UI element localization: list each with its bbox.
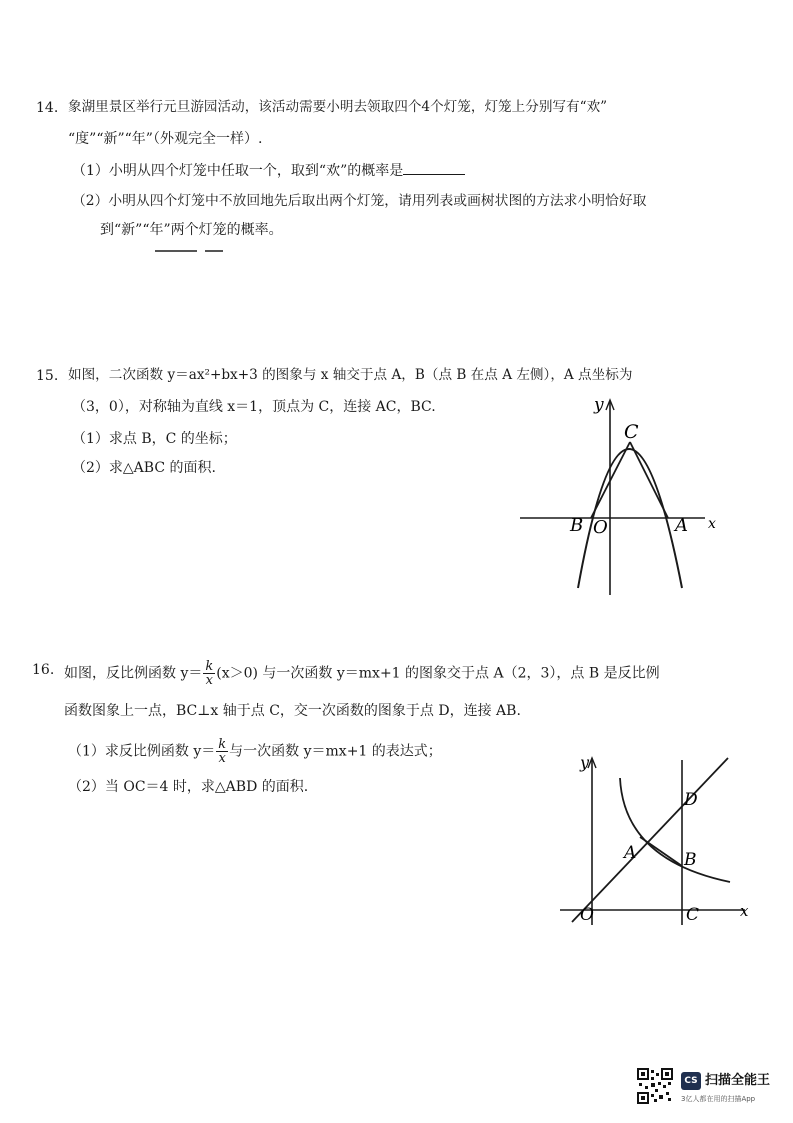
- scan-smudge: [155, 250, 197, 252]
- q16-frac-den: x: [205, 673, 213, 688]
- q16-stem-line1: [64, 660, 660, 687]
- q16-label-d: D: [684, 790, 698, 810]
- q16-part1-fraction: [216, 738, 228, 765]
- q14-part1-text: （1）小明从四个灯笼中任取一个，取到“欢”的概率是: [72, 163, 404, 179]
- q16-linear-function: [572, 758, 728, 922]
- q16-fraction: [203, 660, 215, 687]
- q16-part1-frac-den: x: [218, 751, 226, 766]
- q16-inverse-function: [620, 778, 730, 882]
- q16-stem-line2: 函数图象上一点，BC⊥x 轴于点 C，交一次函数的图象于点 D，连接 AB.: [64, 703, 521, 719]
- q16-part1-b: 与一次函数 y＝mx+1 的表达式；: [229, 743, 442, 760]
- q14-answer-blank: [403, 162, 465, 175]
- q16-part1-a: （1）求反比例函数 y＝: [68, 743, 216, 760]
- q16-frac-num: k: [205, 659, 214, 674]
- q14-stem-line1: 象湖里景区举行元旦游园活动，该活动需要小明去领取四个4个灯笼，灯笼上分别写有“欢”: [68, 99, 608, 115]
- q16-segment-ab: [640, 837, 682, 866]
- scanner-slogan: 3亿人都在用的扫描App: [681, 1095, 756, 1103]
- q16-stem-a: 如图，反比例函数 y＝: [64, 665, 203, 682]
- qr-code-icon: [637, 1068, 673, 1104]
- q14-part2-line2: 到“新”“年”两个灯笼的概率。: [100, 222, 283, 238]
- q16-label-b: B: [684, 850, 697, 870]
- q14-stem-line2: “度”“新”“年”（外观完全一样）.: [68, 131, 263, 147]
- q16-label-x: x: [740, 902, 749, 920]
- q16-label-y: y: [580, 753, 590, 772]
- q15-segment-ac: [630, 442, 668, 518]
- q14-part1: [72, 162, 465, 180]
- q16-part2: （2）当 OC＝4 时，求△ABD 的面积.: [68, 779, 309, 795]
- q16-part1-frac-num: k: [218, 737, 227, 752]
- q15-stem-line1: 如图，二次函数 y＝ax²+bx+3 的图象与 x 轴交于点 A，B（点 B 在点 A 左侧），A 点坐标为: [68, 367, 633, 383]
- q14-number: 14.: [36, 100, 59, 116]
- q15-label-o: O: [593, 517, 608, 538]
- q16-label-a: A: [624, 843, 637, 863]
- q16-stem-b: (x＞0) 与一次函数 y＝mx+1 的图象交于点 A（2，3），点 B 是反比例: [216, 665, 660, 682]
- scan-smudge: [205, 250, 223, 252]
- scanner-brand: 扫描全能王: [705, 1073, 771, 1088]
- q15-label-c: C: [624, 421, 639, 443]
- q15-part1: （1）求点 B，C 的坐标；: [72, 431, 237, 447]
- q15-label-a: A: [675, 515, 688, 536]
- q15-label-b: B: [570, 515, 584, 536]
- q16-part1: [68, 738, 442, 765]
- q16-number: 16.: [32, 662, 55, 678]
- scanner-watermark: [637, 1068, 787, 1108]
- q15-stem-line2: （3，0），对称轴为直线 x＝1，顶点为 C，连接 AC，BC.: [72, 399, 436, 415]
- q15-parabola-figure: [510, 390, 730, 600]
- q15-label-y: y: [594, 395, 604, 415]
- q16-label-o: O: [580, 905, 594, 925]
- q15-part2: （2）求△ABC 的面积.: [72, 460, 216, 476]
- q15-label-x: x: [708, 516, 716, 532]
- q16-function-figure: [550, 750, 760, 930]
- q14-part2-line1: （2）小明从四个灯笼中不放回地先后取出两个灯笼，请用列表或画树状图的方法求小明恰好取: [72, 193, 647, 209]
- q16-label-c: C: [686, 905, 700, 925]
- cs-logo-badge: CS: [681, 1072, 701, 1090]
- q15-number: 15.: [36, 368, 59, 384]
